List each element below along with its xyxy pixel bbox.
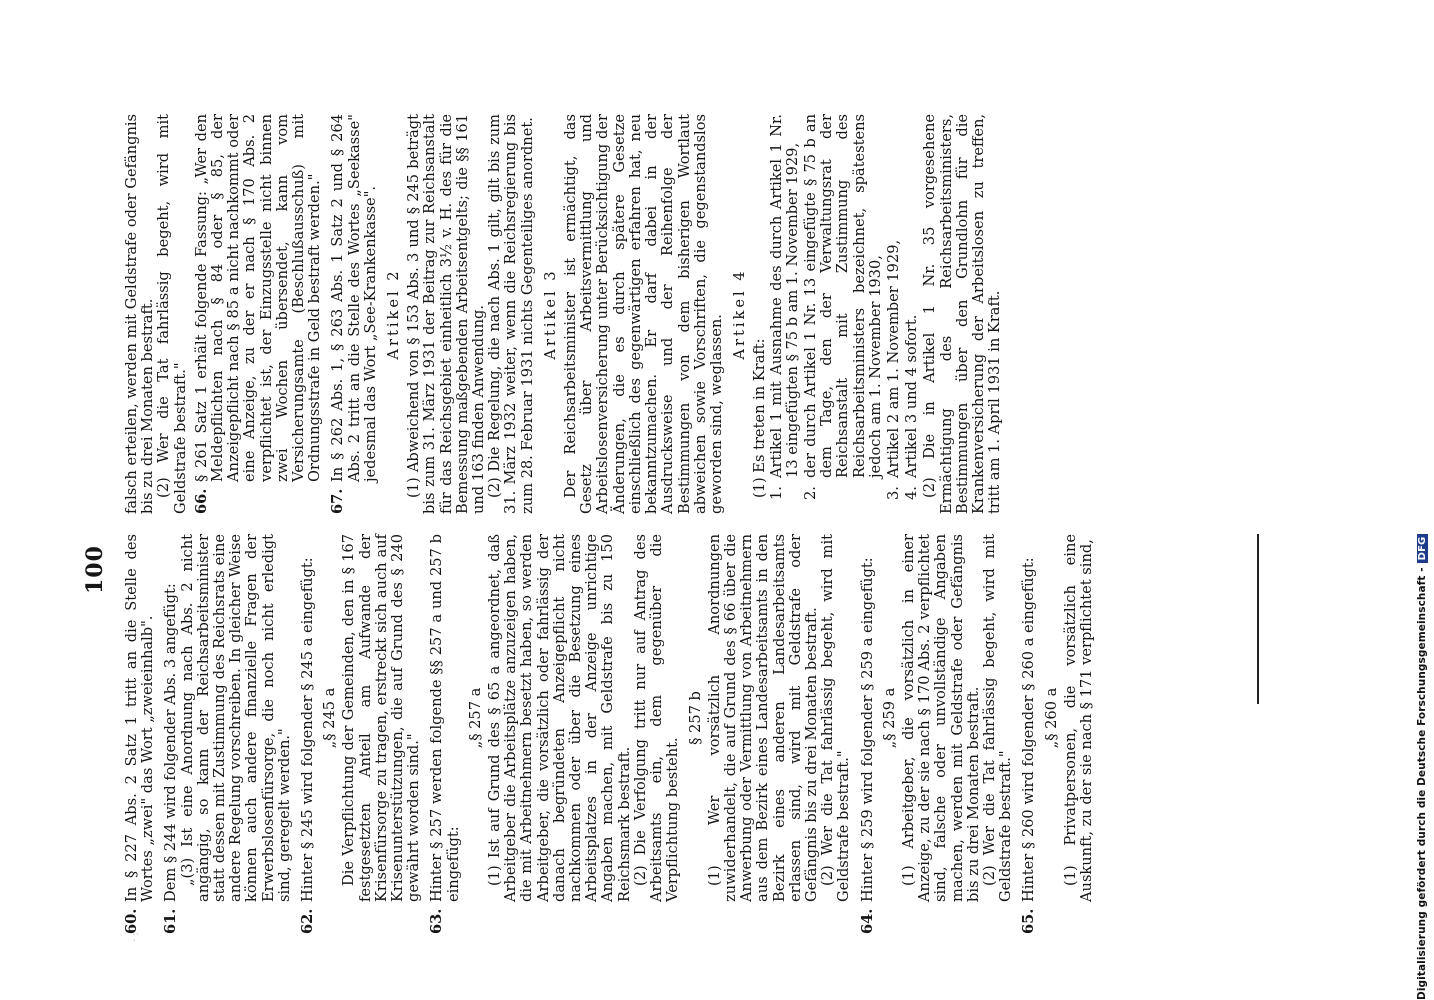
list-text: Artikel 3 und 4 sofort. xyxy=(903,314,921,478)
item-64 xyxy=(860,534,1015,934)
item-lead: Hinter § 260 wird folgender § 260 a eingefügt: xyxy=(1020,557,1038,902)
section-paragraph: (2) Die Verfolgung tritt nur auf Antrag des Arbeitsamts ein, dem gegenüber die Verpflichtung besteht. xyxy=(631,534,682,902)
item-number: 64. xyxy=(858,908,876,934)
list-item xyxy=(904,114,920,500)
continued-text: falsch erteilen, werden mit Geldstrafe oder Gefängnis bis zu drei Monaten bestraft. xyxy=(123,114,157,514)
item-66 xyxy=(194,114,324,514)
item-number: 60. xyxy=(123,908,140,934)
item-lead: Hinter § 257 werden folgende §§ 257 a und 257 b eingefügt: xyxy=(428,534,462,902)
section-paragraph: (2) Wer die Tat fahrlässig begeht, wird mit Geldstrafe bestraft." xyxy=(980,534,1015,902)
list-number: 3. xyxy=(884,486,902,500)
list-item xyxy=(886,114,902,500)
list-item xyxy=(803,114,884,500)
item-lead: Dem § 244 wird folgender Abs. 3 angefügt: xyxy=(162,583,180,902)
article-list xyxy=(769,114,921,514)
article-heading: Artikel 3 xyxy=(541,268,559,360)
quoted-paragraph: „(3) Ist eine Anordnung nach Abs. 2 nicht angängig, so kann der Reichsarbeitsminister statt dessen mit Zustimmung des Reichsrats eine andere Regelung vorschreiben. In gleicher Weise können auch andere finanzielle Fragen der Erwerbslosenfürsorge, die noch nicht erledigt sind, geregelt werden." xyxy=(178,534,293,902)
item-number: 67. xyxy=(329,488,347,514)
article-paragraph: (2) Die Regelung, die nach Abs. 1 gilt, gilt bis zum 31. März 1932 weiter, wenn die Reichsregierung bis zum 28. Februar 1931 nichts Gegenteiliges anordnet. xyxy=(486,114,536,514)
article-heading: Artikel 4 xyxy=(731,268,749,360)
section-heading: „§ 259 a xyxy=(880,687,898,749)
article-paragraph: Der Reichsarbeitsminister ist ermächtigt, das Gesetz über Arbeitsvermittlung und Arbeitslosenversicherung unter Berücksichtigung der Änderungen, die es durch spätere Gesetze einschließlich des gegenwärtigen erfahren hat, neu bekanntzumachen. Er darf dabei in der Ausdrucksweise und der Reihenfolge der Bestimmungen von dem bisherigen Wortlaut abweichen sowie Vorschriften, die gegenstandslos geworden sind, weglassen. xyxy=(562,114,725,514)
credit-text: Digitalisierung gefördert durch die Deutsche Forschungsgemeinschaft - xyxy=(1416,567,1428,1000)
list-text: Artikel 1 mit Ausnahme des durch Artikel 1 Nr. 13 eingefügten § 75 b am 1. November 1929, xyxy=(767,114,801,478)
section-heading: „§ 245 a xyxy=(321,687,339,749)
section-paragraph: (1) Arbeitgeber, die vorsätzlich in einer Anzeige, zu der sie nach § 170 Abs. 2 verpflichtet sind, falsche oder unvollständige Angaben machen, werden mit Geldstrafe oder Gefängnis bis zu drei Monaten bestraft. xyxy=(899,534,982,902)
item-lead: Hinter § 245 wird folgender § 245 a eingefügt: xyxy=(299,557,317,902)
item-number: 63. xyxy=(428,908,446,934)
item-number: 66. xyxy=(192,488,210,514)
section-paragraph: (1) Ist auf Grund des § 65 a angeordnet, daß Arbeitgeber die Arbeitsplätze anzuzeigen haben, die mit Arbeitnehmern besetzt haben, so werden Arbeitgeber, die vorsätzlich oder fahrlässig der danach begründeten Anzeigepflicht nicht nachkommen oder über die Besetzung eines Arbeitsplatzes in der Anzeige unrichtige Angaben machen, mit Geldstrafe bis zu 150 Reichsmark bestraft. xyxy=(486,534,633,902)
item-60 xyxy=(124,534,156,934)
item-number: 65. xyxy=(1020,908,1038,934)
section-heading: „§ 257 a xyxy=(466,687,484,749)
right-column xyxy=(124,114,1003,514)
item-61 xyxy=(163,534,293,934)
article-paragraph: (1) Es treten in Kraft: xyxy=(751,338,769,498)
list-text: Artikel 2 am 1. November 1929, xyxy=(884,239,902,478)
rotated-document-page xyxy=(70,84,1270,954)
section-paragraph: (2) Wer die Tat fahrlässig begeht, wird mit Geldstrafe bestraft." xyxy=(819,534,853,902)
list-item xyxy=(769,114,801,500)
section-heading: „§ 260 a xyxy=(1042,687,1060,749)
item-67 xyxy=(330,114,379,514)
left-column xyxy=(124,534,1102,934)
section-paragraph: (1) Wer vorsätzlich Anordnungen zuwiderhandelt, die auf Grund des § 66 über die Anwerbung oder Vermittlung von Arbeitnehmern aus dem Bezirk eines Landesarbeitsamts in den Bezirk eines anderen Landesarbeitsamts erlassen sind, wird mit Geldstrafe oder Gefängnis bis zu drei Monaten bestraft. xyxy=(705,534,820,902)
continued-text: (2) Wer die Tat fahrlässig begeht, wird mit Geldstrafe bestraft." xyxy=(155,114,189,514)
item-62 xyxy=(300,534,422,934)
item-text: § 261 Satz 1 erhält folgende Fassung: „Wer den Meldepflichten nach § 84 oder § 85, der Anzeigepflicht nach § 85 a nicht nachkommt oder eine Anzeige, zu der er nach § 170 Abs. 2 verpflichtet ist, der Einzugsstelle nicht binnen zwei Wochen übersendet, kann vom Versicherungsamte (Beschlußausschuß) mit Ordnungsstrafe in Geld bestraft werden." xyxy=(192,114,324,482)
article-heading: Artikel 2 xyxy=(385,268,403,360)
end-rule xyxy=(1257,534,1259,704)
item-number: 62. xyxy=(299,908,317,934)
section-text: Die Verpflichtung der Gemeinden, den in § 167 festgesetzten Anteil am Aufwande der Krisenfürsorge zu tragen, erstreckt sich auch auf Krisenunterstützungen, die auf Grund des § 240 gewährt worden sind." xyxy=(340,534,423,902)
list-number: 1. xyxy=(767,486,785,500)
digitization-credit xyxy=(1416,10,1428,1000)
list-text: der durch Artikel 1 Nr. 13 eingefügte § 75 b an dem Tage, den der Verwaltungsrat der Reichsanstalt mit Zustimmung des Reichsarbeitsministers bezeichnet, spätestens jedoch am 1. November 1930, xyxy=(801,114,884,478)
item-text: In § 262 Abs. 1, § 263 Abs. 1 Satz 2 und § 264 Abs. 2 tritt an die Stelle des Wortes „Seekasse" jedesmal das Wort „See-Krankenkasse". xyxy=(329,114,379,482)
section-paragraph: (1) Privatpersonen, die vorsätzlich eine Auskunft, zu der sie nach § 171 verpflichtet sind, xyxy=(1061,534,1095,902)
article-paragraph: (1) Abweichend von § 153 Abs. 3 und § 245 beträgt bis zum 31. März 1931 der Beitrag zur Reichsanstalt für das Reichsgebiet einheitlich 3½ v. H. des für die Bemessung maßgebenden Arbeitsentgelts; die §§ 161 und 163 finden Anwendung. xyxy=(405,114,488,514)
list-number: 4. xyxy=(903,486,921,500)
item-text: In § 227 Abs. 2 Satz 1 tritt an die Stelle des Wortes „zwei" das Wort „zweieinhalb". xyxy=(123,534,157,902)
list-number: 2. xyxy=(801,486,819,500)
section-heading: § 257 b xyxy=(686,691,704,745)
dfg-logo: DFG xyxy=(1417,534,1428,564)
item-number: 61. xyxy=(162,908,180,934)
page-number: 100 xyxy=(82,545,108,594)
item-63 xyxy=(429,534,852,934)
scan-specks: · : xyxy=(130,932,141,942)
article-paragraph: (2) Die in Artikel 1 Nr. 35 vorgesehene Ermächtigung des Reichsarbeitsministers, Bestimmungen über den Grundlohn für die Krankenversicherung der Arbeitslosen zu treffen, tritt am 1. April 1931 in Kraft. xyxy=(921,114,1004,514)
item-65 xyxy=(1021,534,1095,934)
item-lead: Hinter § 259 wird folgender § 259 a eingefügt: xyxy=(858,557,876,902)
